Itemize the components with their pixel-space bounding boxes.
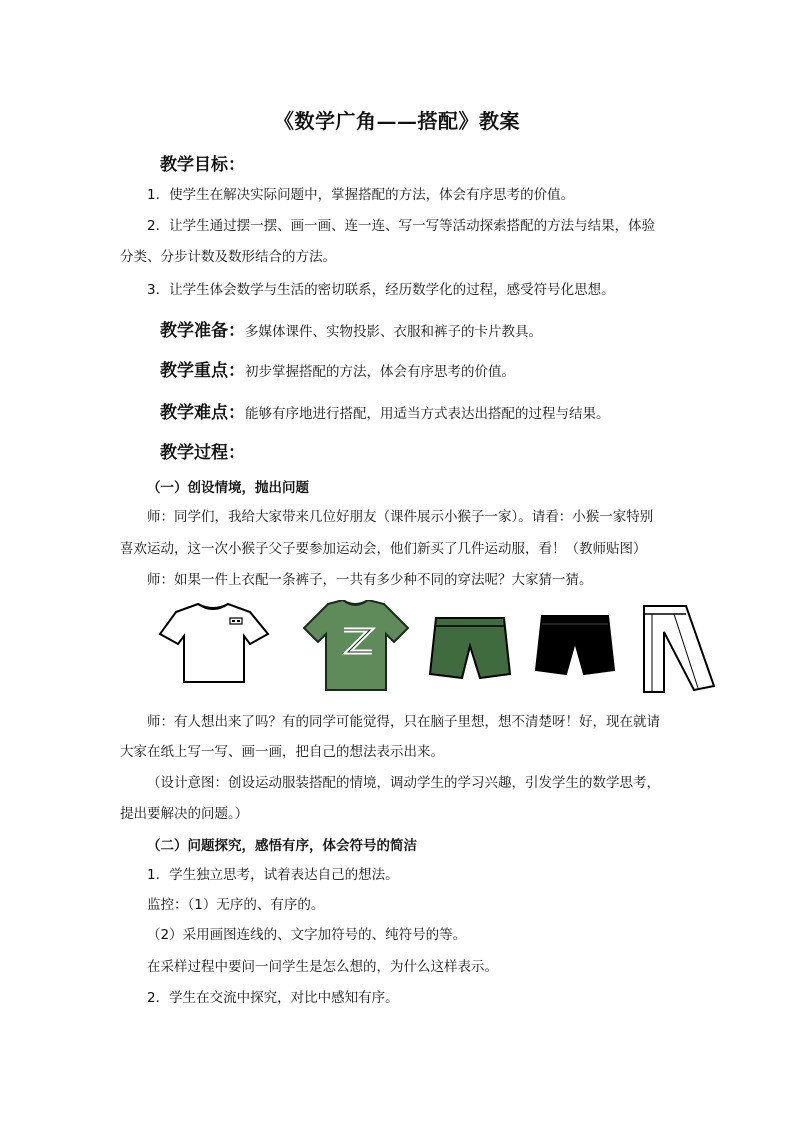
difficulty-heading: 教学难点： <box>160 403 245 423</box>
document-title: 《数学广角——搭配》教案 <box>274 109 520 133</box>
prep-row <box>160 316 542 341</box>
design-intent-line-2: 提出要解决的问题。） <box>120 806 249 822</box>
white-long-pants-icon <box>644 606 714 692</box>
section2-line-4: 在采样过程中要问一问学生是怎么想的，为什么这样表示。 <box>147 959 498 975</box>
section2-line-2: 监控：（1）无序的、有序的。 <box>147 897 325 913</box>
goals-heading: 教学目标： <box>160 155 245 175</box>
section1-line-2: 喜欢运动，这一次小猴子父子要参加运动会，他们新买了几件运动服，看！（教师贴图） <box>120 541 647 557</box>
goal-item-1: 1．使学生在解决实际问题中，掌握搭配的方法，体会有序思考的价值。 <box>147 187 575 203</box>
section2-title: （二）问题探究，感悟有序，体会符号的简洁 <box>147 838 417 854</box>
section1-line-3: 师：如果一件上衣配一条裤子，一共有多少种不同的穿法呢？大家猜一猜。 <box>147 572 593 588</box>
difficulty-row <box>160 398 610 423</box>
section2-line-1: 1．学生独立思考，试着表达自己的想法。 <box>147 867 399 883</box>
green-shorts-icon <box>430 618 510 678</box>
goal-item-3: 3．让学生体会数学与生活的密切联系，经历数学化的过程，感受符号化思想。 <box>147 282 615 298</box>
design-intent-line-1: （设计意图：创设运动服装搭配的情境，调动学生的学习兴趣，引发学生的数学思考， <box>147 775 660 791</box>
black-shorts-icon <box>536 616 614 674</box>
key-heading: 教学重点： <box>160 361 245 381</box>
clothes-illustration <box>158 600 718 695</box>
difficulty-text: 能够有序地进行搭配，用适当方式表达出搭配的过程与结果。 <box>245 406 610 422</box>
section1-title: （一）创设情境，抛出问题 <box>147 480 309 496</box>
key-row <box>160 356 515 381</box>
section1-after-line-2: 大家在纸上写一写、画一画，把自己的想法表示出来。 <box>120 744 444 760</box>
section1-after-line-1: 师：有人想出来了吗？有的同学可能觉得，只在脑子里想，想不清楚呀！好，现在就请 <box>147 714 660 730</box>
prep-text: 多媒体课件、实物投影、衣服和裤子的卡片教具。 <box>245 324 542 340</box>
prep-heading: 教学准备： <box>160 321 245 341</box>
key-text: 初步掌握搭配的方法，体会有序思考的价值。 <box>245 364 515 380</box>
section2-line-5: 2．学生在交流中探究，对比中感知有序。 <box>147 990 399 1006</box>
goal-item-2-cont: 分类、分步计数及数形结合的方法。 <box>120 249 336 265</box>
process-heading: 教学过程： <box>160 443 245 463</box>
white-tshirt-icon <box>160 604 268 682</box>
section1-line-1: 师：同学们，我给大家带来几位好朋友（课件展示小猴子一家）。请看：小猴一家特别 <box>147 509 654 525</box>
section2-line-3: （2）采用画图连线的、文字加符号的、纯符号的等。 <box>147 927 467 943</box>
green-zigzag-tshirt-icon <box>304 600 408 690</box>
goal-item-2: 2．让学生通过摆一摆、画一画、连一连、写一写等活动探索搭配的方法与结果，体验 <box>147 218 656 234</box>
